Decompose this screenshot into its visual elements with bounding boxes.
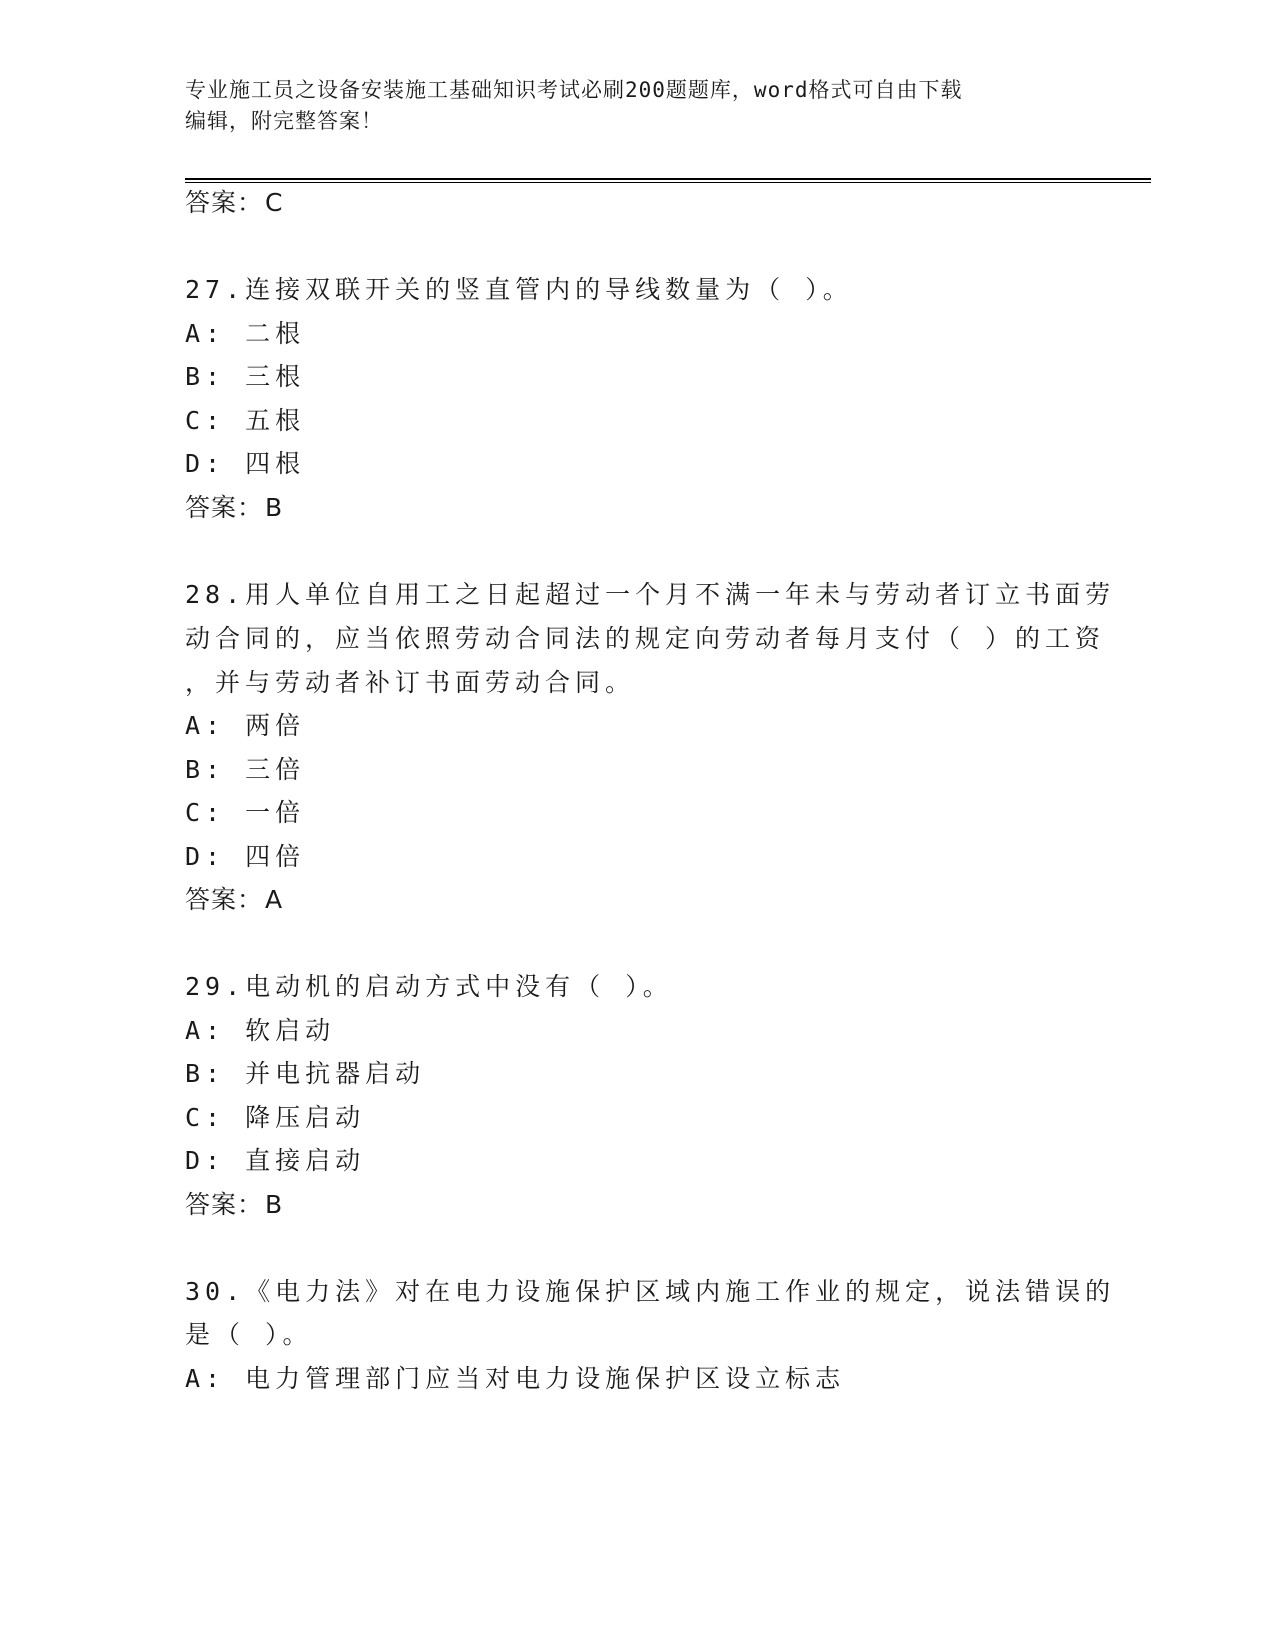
answer-value: A	[265, 885, 284, 914]
document-title	[185, 75, 1085, 137]
answer-line	[185, 1190, 283, 1220]
question-stem-line: 是（ ）。	[185, 1320, 313, 1349]
answer-value: B	[265, 1190, 284, 1219]
answer-label: 答案：	[185, 885, 264, 914]
option-a: A: 两倍	[185, 711, 306, 740]
answer-line	[185, 188, 283, 218]
answer-value: B	[265, 493, 284, 522]
question-stem-line: 29.电动机的启动方式中没有（ ）。	[185, 972, 673, 1001]
option-b: B: 三倍	[185, 755, 306, 784]
answer-label: 答案：	[185, 1190, 264, 1219]
option-b: B: 三根	[185, 362, 306, 391]
question-stem-line: ，并与劳动者补订书面劳动合同。	[185, 668, 636, 697]
answer-value: C	[265, 188, 284, 217]
answer-label: 答案：	[185, 188, 264, 217]
option-a: A: 二根	[185, 319, 306, 348]
option-d: D: 四倍	[185, 842, 306, 871]
option-c: C: 五根	[185, 406, 306, 435]
question-stem-line: 动合同的，应当依照劳动合同法的规定向劳动者每月支付（ ）的工资	[185, 624, 1106, 653]
option-a: A: 电力管理部门应当对电力设施保护区设立标志	[185, 1364, 846, 1393]
option-a: A: 软启动	[185, 1016, 336, 1045]
answer-line	[185, 493, 283, 523]
answer-label: 答案：	[185, 493, 264, 522]
question-stem-line: 27.连接双联开关的竖直管内的导线数量为（ ）。	[185, 275, 853, 304]
option-d: D: 四根	[185, 449, 306, 478]
question-stem-line: 28.用人单位自用工之日起超过一个月不满一年未与劳动者订立书面劳	[185, 580, 1116, 609]
option-b: B: 并电抗器启动	[185, 1059, 426, 1088]
option-c: C: 降压启动	[185, 1103, 366, 1132]
option-c: C: 一倍	[185, 798, 306, 827]
document-title-line-1: 专业施工员之设备安装施工基础知识考试必刷200题题库，word格式可自由下载	[185, 78, 963, 102]
document-title-line-2: 编辑，附完整答案！	[185, 109, 383, 133]
question-stem-line: 30.《电力法》对在电力设施保护区域内施工作业的规定，说法错误的	[185, 1277, 1116, 1306]
answer-line	[185, 885, 283, 915]
header-divider	[185, 178, 1151, 183]
option-d: D: 直接启动	[185, 1146, 366, 1175]
